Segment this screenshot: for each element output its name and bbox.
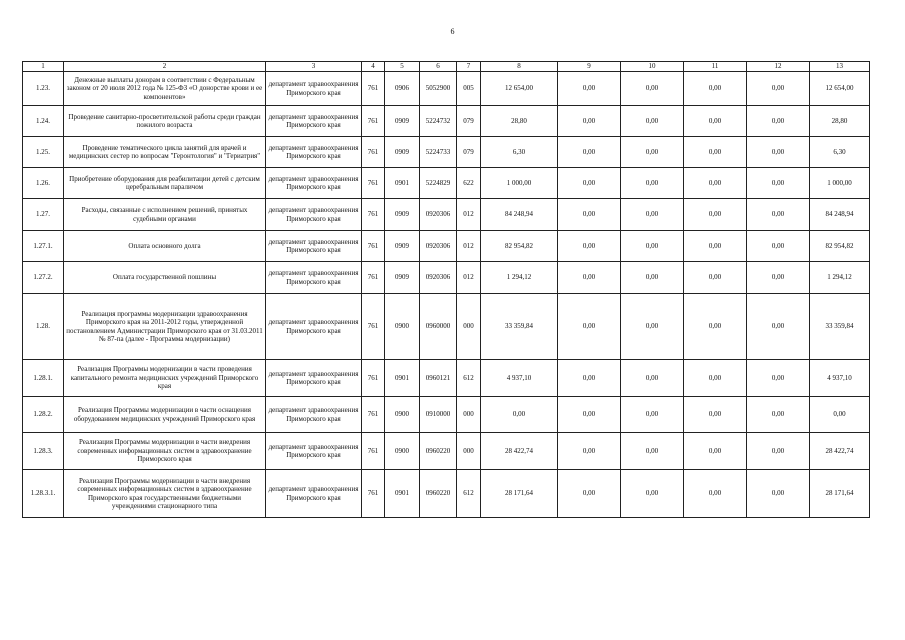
row-department: департамент здравоохранения Приморского края: [266, 231, 362, 262]
cell-value: 0,00: [684, 433, 747, 470]
cell-total: 0,00: [810, 397, 870, 433]
cell-amount: 28,80: [481, 106, 558, 137]
cell-value: 0,00: [747, 137, 810, 168]
table-row: [23, 294, 870, 360]
cell-section-code: 0901: [385, 470, 420, 518]
row-name: Реализация программы модернизации здравоохранения Приморского края на 2011-2012 годы, утвержденной постановлением Администрации Приморского края от 31.03.2011 № 87-па (далее - Программа модернизации): [64, 294, 266, 360]
cell-value: 0,00: [558, 168, 621, 199]
table-row: [23, 262, 870, 294]
cell-section-code: 0901: [385, 360, 420, 397]
cell-target-code: 5224732: [420, 106, 457, 137]
cell-amount: 0,00: [481, 397, 558, 433]
cell-value: 0,00: [747, 360, 810, 397]
cell-total: 28 422,74: [810, 433, 870, 470]
cell-ministry-code: 761: [362, 360, 385, 397]
cell-value: 0,00: [684, 137, 747, 168]
cell-value: 0,00: [621, 262, 684, 294]
cell-target-code: 0920306: [420, 262, 457, 294]
cell-expense-type: 079: [457, 137, 481, 168]
cell-value: 0,00: [558, 294, 621, 360]
row-name: Приобретение оборудования для реабилитации детей с детским церебральным параличом: [64, 168, 266, 199]
table-row: [23, 231, 870, 262]
cell-value: 0,00: [558, 397, 621, 433]
budget-table: [22, 61, 870, 518]
cell-value: 0,00: [558, 360, 621, 397]
cell-expense-type: 000: [457, 433, 481, 470]
cell-value: 0,00: [621, 168, 684, 199]
cell-value: 0,00: [747, 294, 810, 360]
cell-value: 0,00: [558, 433, 621, 470]
cell-expense-type: 622: [457, 168, 481, 199]
cell-total: 28,80: [810, 106, 870, 137]
cell-target-code: 0920306: [420, 199, 457, 231]
cell-expense-type: 612: [457, 470, 481, 518]
row-department: департамент здравоохранения Приморского края: [266, 106, 362, 137]
header-row: [23, 62, 870, 72]
column-header: 12: [747, 62, 810, 72]
table-row: [23, 199, 870, 231]
cell-amount: 84 248,94: [481, 199, 558, 231]
row-name: Реализация Программы модернизации в части оснащения оборудованием медицинских учреждений Приморского края: [64, 397, 266, 433]
cell-section-code: 0900: [385, 433, 420, 470]
cell-value: 0,00: [621, 360, 684, 397]
row-name: Реализация Программы модернизации в части проведения капитального ремонта медицинских учреждений Приморского края: [64, 360, 266, 397]
column-header: 1: [23, 62, 64, 72]
cell-value: 0,00: [747, 231, 810, 262]
cell-target-code: 0960000: [420, 294, 457, 360]
cell-value: 0,00: [684, 262, 747, 294]
column-header: 13: [810, 62, 870, 72]
cell-total: 28 171,64: [810, 470, 870, 518]
cell-amount: 1 294,12: [481, 262, 558, 294]
cell-target-code: 0910000: [420, 397, 457, 433]
cell-value: 0,00: [684, 168, 747, 199]
column-header: 8: [481, 62, 558, 72]
row-name: Оплата государственной пошлины: [64, 262, 266, 294]
cell-ministry-code: 761: [362, 199, 385, 231]
cell-total: 4 937,10: [810, 360, 870, 397]
row-department: департамент здравоохранения Приморского края: [266, 262, 362, 294]
cell-value: 0,00: [558, 231, 621, 262]
cell-total: 82 954,82: [810, 231, 870, 262]
row-code: 1.27.: [23, 199, 64, 231]
column-header: 9: [558, 62, 621, 72]
cell-value: 0,00: [621, 433, 684, 470]
cell-value: 0,00: [621, 294, 684, 360]
cell-value: 0,00: [558, 470, 621, 518]
cell-amount: 82 954,82: [481, 231, 558, 262]
row-department: департамент здравоохранения Приморского края: [266, 199, 362, 231]
row-department: департамент здравоохранения Приморского края: [266, 137, 362, 168]
table-row: [23, 106, 870, 137]
cell-amount: 12 654,00: [481, 72, 558, 106]
row-code: 1.27.2.: [23, 262, 64, 294]
column-header: 5: [385, 62, 420, 72]
cell-expense-type: 612: [457, 360, 481, 397]
row-department: департамент здравоохранения Приморского края: [266, 397, 362, 433]
cell-expense-type: 000: [457, 397, 481, 433]
cell-value: 0,00: [621, 470, 684, 518]
cell-value: 0,00: [621, 106, 684, 137]
cell-expense-type: 012: [457, 231, 481, 262]
cell-value: 0,00: [684, 360, 747, 397]
cell-value: 0,00: [558, 72, 621, 106]
row-department: департамент здравоохранения Приморского края: [266, 433, 362, 470]
row-code: 1.28.3.1.: [23, 470, 64, 518]
row-code: 1.24.: [23, 106, 64, 137]
row-name: Реализация Программы модернизации в части внедрения современных информационных систем в здравоохранение Приморского края государственными бюджетными учреждениями стационарного типа: [64, 470, 266, 518]
cell-section-code: 0909: [385, 262, 420, 294]
cell-value: 0,00: [747, 72, 810, 106]
row-code: 1.27.1.: [23, 231, 64, 262]
row-code: 1.26.: [23, 168, 64, 199]
row-name: Проведение санитарно-просветительской работы среди граждан пожилого возраста: [64, 106, 266, 137]
cell-value: 0,00: [747, 470, 810, 518]
cell-section-code: 0900: [385, 294, 420, 360]
cell-value: 0,00: [684, 294, 747, 360]
row-name: Оплата основного долга: [64, 231, 266, 262]
column-header: 10: [621, 62, 684, 72]
cell-expense-type: 005: [457, 72, 481, 106]
row-name: Денежные выплаты донорам в соответствии с Федеральным законом от 20 июля 2012 года № 125-ФЗ «О донорстве крови и ее компонентов»: [64, 72, 266, 106]
cell-value: 0,00: [747, 168, 810, 199]
row-department: департамент здравоохранения Приморского края: [266, 168, 362, 199]
table-row: [23, 72, 870, 106]
cell-target-code: 5224733: [420, 137, 457, 168]
row-name: Реализация Программы модернизации в части внедрения современных информационных систем в здравоохранение Приморского края: [64, 433, 266, 470]
cell-total: 33 359,84: [810, 294, 870, 360]
cell-ministry-code: 761: [362, 72, 385, 106]
cell-total: 6,30: [810, 137, 870, 168]
cell-value: 0,00: [684, 470, 747, 518]
row-department: департамент здравоохранения Приморского края: [266, 294, 362, 360]
cell-expense-type: 012: [457, 199, 481, 231]
cell-value: 0,00: [684, 397, 747, 433]
cell-value: 0,00: [558, 262, 621, 294]
cell-ministry-code: 761: [362, 137, 385, 168]
table-row: [23, 168, 870, 199]
cell-target-code: 5052900: [420, 72, 457, 106]
cell-value: 0,00: [747, 433, 810, 470]
cell-total: 1 000,00: [810, 168, 870, 199]
cell-target-code: 5224829: [420, 168, 457, 199]
cell-amount: 4 937,10: [481, 360, 558, 397]
cell-ministry-code: 761: [362, 397, 385, 433]
row-department: департамент здравоохранения Приморского края: [266, 72, 362, 106]
table-row: [23, 137, 870, 168]
row-code: 1.28.: [23, 294, 64, 360]
cell-target-code: 0960220: [420, 433, 457, 470]
cell-value: 0,00: [558, 199, 621, 231]
row-name: Проведение тематического цикла занятий для врачей и медицинских сестер по вопросам "Геронтология" и "Гериатрия": [64, 137, 266, 168]
cell-value: 0,00: [747, 106, 810, 137]
cell-value: 0,00: [747, 199, 810, 231]
cell-section-code: 0909: [385, 199, 420, 231]
cell-value: 0,00: [558, 137, 621, 168]
cell-ministry-code: 761: [362, 433, 385, 470]
cell-value: 0,00: [558, 106, 621, 137]
cell-ministry-code: 761: [362, 106, 385, 137]
cell-value: 0,00: [747, 262, 810, 294]
cell-amount: 28 171,64: [481, 470, 558, 518]
cell-value: 0,00: [747, 397, 810, 433]
row-code: 1.25.: [23, 137, 64, 168]
cell-section-code: 0909: [385, 137, 420, 168]
cell-expense-type: 012: [457, 262, 481, 294]
cell-section-code: 0906: [385, 72, 420, 106]
cell-ministry-code: 761: [362, 231, 385, 262]
cell-target-code: 0920306: [420, 231, 457, 262]
column-header: 7: [457, 62, 481, 72]
cell-section-code: 0909: [385, 106, 420, 137]
cell-amount: 28 422,74: [481, 433, 558, 470]
cell-section-code: 0901: [385, 168, 420, 199]
column-header: 11: [684, 62, 747, 72]
cell-value: 0,00: [621, 137, 684, 168]
cell-amount: 1 000,00: [481, 168, 558, 199]
cell-ministry-code: 761: [362, 262, 385, 294]
column-header: 6: [420, 62, 457, 72]
table-row: [23, 433, 870, 470]
cell-value: 0,00: [621, 231, 684, 262]
cell-ministry-code: 761: [362, 294, 385, 360]
table-body: [23, 62, 870, 518]
row-department: департамент здравоохранения Приморского края: [266, 360, 362, 397]
cell-section-code: 0900: [385, 397, 420, 433]
row-code: 1.28.3.: [23, 433, 64, 470]
row-code: 1.23.: [23, 72, 64, 106]
cell-total: 84 248,94: [810, 199, 870, 231]
page-number: 6: [450, 27, 455, 36]
cell-value: 0,00: [684, 199, 747, 231]
cell-value: 0,00: [684, 231, 747, 262]
cell-total: 12 654,00: [810, 72, 870, 106]
cell-expense-type: 079: [457, 106, 481, 137]
cell-target-code: 0960121: [420, 360, 457, 397]
cell-amount: 33 359,84: [481, 294, 558, 360]
cell-amount: 6,30: [481, 137, 558, 168]
column-header: 2: [64, 62, 266, 72]
cell-value: 0,00: [621, 397, 684, 433]
cell-section-code: 0909: [385, 231, 420, 262]
table-row: [23, 397, 870, 433]
cell-value: 0,00: [684, 106, 747, 137]
cell-target-code: 0960220: [420, 470, 457, 518]
cell-value: 0,00: [621, 72, 684, 106]
table-row: [23, 360, 870, 397]
row-department: департамент здравоохранения Приморского края: [266, 470, 362, 518]
cell-value: 0,00: [621, 199, 684, 231]
row-code: 1.28.2.: [23, 397, 64, 433]
cell-total: 1 294,12: [810, 262, 870, 294]
table-row: [23, 470, 870, 518]
row-code: 1.28.1.: [23, 360, 64, 397]
column-header: 3: [266, 62, 362, 72]
cell-expense-type: 000: [457, 294, 481, 360]
cell-ministry-code: 761: [362, 168, 385, 199]
cell-value: 0,00: [684, 72, 747, 106]
cell-ministry-code: 761: [362, 470, 385, 518]
row-name: Расходы, связанные с исполнением решений, принятых судебными органами: [64, 199, 266, 231]
column-header: 4: [362, 62, 385, 72]
